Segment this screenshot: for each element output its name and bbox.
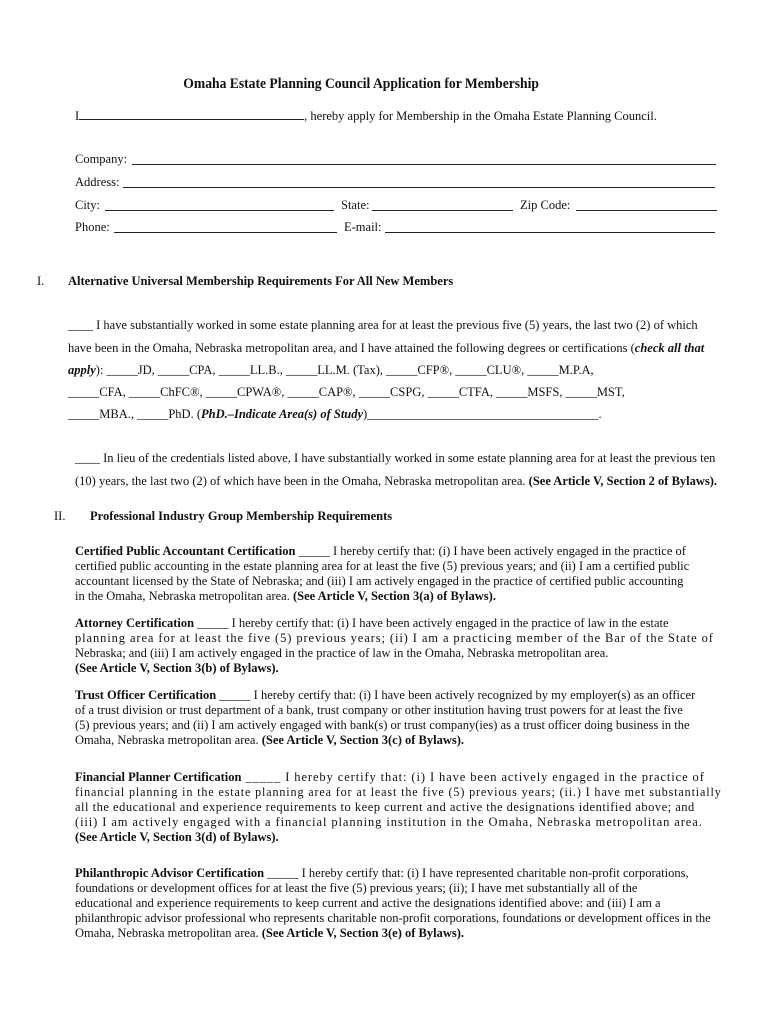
apply-prefix: I (75, 109, 80, 123)
address-label: Address: (75, 175, 120, 189)
state-label: State: (341, 198, 370, 212)
section-1-para-2-line-1: ____ In lieu of the credentials listed above, I have substantially worked in some estate planning area for at least the previous ten (75, 451, 716, 465)
company-label: Company: (75, 152, 128, 166)
apply-statement (75, 108, 657, 124)
degree-checklist-row-2[interactable]: _____CFA, _____ChFC®, _____CPWA®, _____CAP®, _____CSPG, _____CTFA, _____MSFS, _____MST, (68, 385, 625, 399)
email-field[interactable] (385, 232, 715, 233)
phone-label: Phone: (75, 220, 110, 234)
financial-planner-certification: Financial Planner Certification _____ I hereby certify that: (i) I have been actively engaged in the practice of financial planning in the estate planning area for at least the five (5) previous years; (ii.) I have met substantially all the educational and experience requirements to keep current and active the designations identified above; and (iii) I am actively engaged with a financial planning institution in the Omaha, Nebraska metropolitan area. (See Article V, Section 3(d) of Bylaws). (75, 770, 722, 844)
attorney-title: Attorney Certification (75, 616, 195, 630)
section-2-heading: Professional Industry Group Membership Requirements (90, 509, 393, 523)
section-1-para-1-line-1: ____ I have substantially worked in some estate planning area for at least the previous five (5) years, the last two (2) of which (68, 318, 698, 332)
zip-label: Zip Code: (520, 198, 571, 212)
zip-field[interactable] (576, 210, 717, 211)
section-1-heading: Alternative Universal Membership Requirements For All New Members (68, 274, 454, 288)
email-label: E-mail: (344, 220, 382, 234)
trust-title: Trust Officer Certification (75, 688, 217, 702)
applicant-name-field[interactable] (79, 108, 304, 120)
city-label: City: (75, 198, 101, 212)
state-field[interactable] (372, 210, 513, 211)
degree-checklist-row-1[interactable]: apply): _____JD, _____CPA, _____LL.B., _____LL.M. (Tax), _____CFP®, _____CLU®, _____M.P.A, (68, 363, 594, 377)
section-1-para-2-line-2: (10) years, the last two (2) of which have been in the Omaha, Nebraska metropolitan area. (See Article V, Section 2 of Bylaws). (75, 474, 718, 488)
section-1-para-1-line-2: have been in the Omaha, Nebraska metropolitan area, and I have attained the following degrees or certifications (check all that (68, 341, 705, 355)
section-1-number: I. (37, 274, 45, 288)
address-field[interactable] (123, 187, 715, 188)
trust-officer-certification: Trust Officer Certification _____ I hereby certify that: (i) I have been actively recognized by my employer(s) as an officer of a trust division or trust department of a bank, trust company or other institution having trust powers for at least the five (5) previous years; and (ii) I am actively engaged with bank(s) or trust company(ies) as a trust officer doing business in the Omaha, Nebraska metropolitan area. (See Article V, Section 3(c) of Bylaws). (75, 688, 696, 747)
cpa-title: Certified Public Accountant Certification (75, 544, 296, 558)
phone-field[interactable] (114, 232, 337, 233)
section-2-number: II. (54, 509, 66, 523)
philanthropic-title: Philanthropic Advisor Certification (75, 866, 265, 880)
page-title: Omaha Estate Planning Council Application for Membership (183, 76, 539, 92)
planner-title: Financial Planner Certification (75, 770, 242, 784)
philanthropic-advisor-certification: Philanthropic Advisor Certification _____ I hereby certify that: (i) I have represented charitable non-profit corporations, foundations or development offices for at least the five (5) previous years; (ii); I have met substantially all of the educational and experience requirements to keep current and active the designations identified above: and (iii) I am a philanthropic advisor professional who represents charitable non-profit corporations, foundations or development offices in the Omaha, Nebraska metropolitan area. (See Article V, Section 3(e) of Bylaws). (75, 866, 711, 940)
city-field[interactable] (105, 210, 334, 211)
attorney-certification: Attorney Certification _____ I hereby certify that: (i) I have been actively engaged in the practice of law in the estate planning area for at least the five (5) previous years; (ii) I am a practicing member of the Bar of the State of Nebraska; and (iii) I am actively engaged in the practice of law in the Omaha, Nebraska metropolitan area. (See Article V, Section 3(b) of Bylaws). (75, 616, 714, 675)
cpa-certification: Certified Public Accountant Certification _____ I hereby certify that: (i) I have been actively engaged in the practice of certified public accounting in the estate planning area for at least the five (5) previous years; and (ii) I am a certified public accountant licensed by the State of Nebraska; and (iii) I am actively engaged in the practice of certified public accounting in the Omaha, Nebraska metropolitan area. (See Article V, Section 3(a) of Bylaws). (75, 544, 690, 603)
company-field[interactable] (132, 164, 716, 165)
apply-suffix: , hereby apply for Membership in the Omaha Estate Planning Council. (304, 109, 657, 123)
degree-checklist-row-3[interactable]: _____MBA., _____PhD. (PhD.–Indicate Area(s) of Study)_____________________________________. (68, 407, 602, 421)
